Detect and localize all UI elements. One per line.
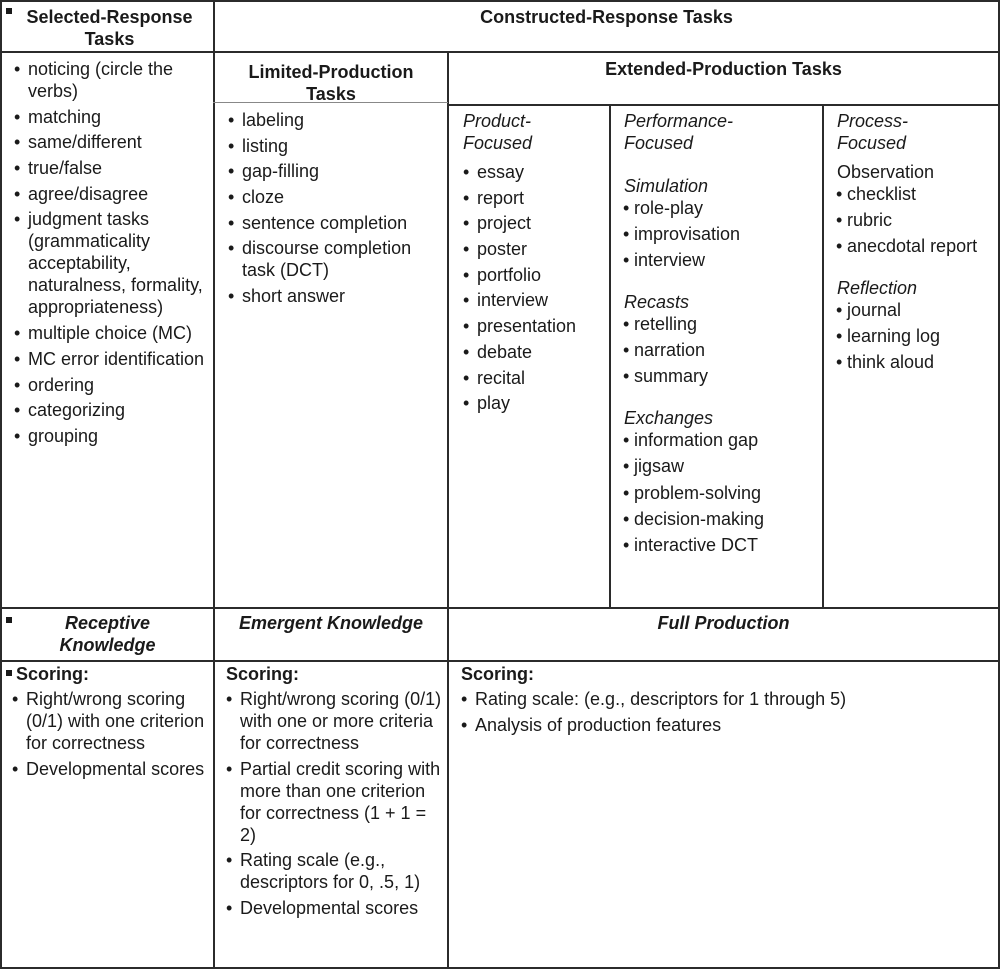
rule-scoring-top (0, 660, 1000, 662)
list-item: • checklist (836, 183, 997, 205)
list-item: • labeling (228, 109, 443, 131)
group-title: Observation (837, 162, 935, 182)
list-item: • Right/wrong scoring (0/1) with one or more criteria for correctness (226, 688, 444, 754)
list-item: • Analysis of production features (461, 714, 991, 736)
list-item: • agree/disagree (14, 183, 209, 205)
list-item: • multiple choice (MC) (14, 322, 209, 344)
process-groups (837, 161, 997, 373)
list-item: • grouping (14, 425, 209, 447)
list-item: • role-play (623, 197, 819, 219)
list-item: • poster (463, 238, 607, 260)
emergent-scoring-label: Scoring: (226, 664, 300, 684)
group-title: Recasts (624, 292, 690, 313)
list-item: • same/different (14, 131, 209, 153)
emergent-scoring-cell (226, 663, 444, 923)
full-scoring-label: Scoring: (461, 664, 535, 684)
selected-response-list (14, 58, 209, 447)
list-item: • Right/wrong scoring (0/1) with one criterion for correctness (12, 688, 213, 754)
constructed-response-header-cell (215, 2, 998, 51)
emergent-scoring-list (226, 688, 444, 919)
list-item: • report (463, 187, 607, 209)
list-item: • Developmental scores (12, 758, 213, 780)
list-item: • Partial credit scoring with more than one criterion for correctness (1 + 1 = 2) (226, 758, 444, 846)
group-title: Exchanges (624, 408, 714, 429)
receptive-scoring-list (2, 688, 213, 780)
limited-production-header: Limited-Production Tasks (248, 62, 414, 104)
rule-col3 (609, 104, 611, 608)
performance-focused-title: Performance-Focused (624, 111, 734, 153)
list-item: • interview (463, 289, 607, 311)
list-item: • project (463, 212, 607, 234)
list-item: • presentation (463, 315, 607, 337)
list-item: • ordering (14, 374, 209, 396)
group-list (836, 183, 997, 257)
list-item: • Rating scale: (e.g., descriptors for 1 through 5) (461, 688, 991, 710)
list-item: • jigsaw (623, 455, 819, 477)
receptive-scoring-label: Scoring: (16, 664, 90, 684)
emergent-knowledge-cell (215, 609, 447, 660)
rule-col2 (447, 51, 449, 969)
list-item: • Rating scale (e.g., descriptors for 0, .5, 1) (226, 849, 444, 893)
selected-response-header-cell (2, 2, 213, 51)
list-item: • portfolio (463, 264, 607, 286)
group-list (623, 313, 819, 387)
square-bullet-icon (6, 670, 12, 676)
rule-extended-sub (448, 104, 1000, 106)
limited-production-list (228, 109, 443, 307)
group-title: Reflection (837, 278, 918, 299)
receptive-scoring-cell (2, 663, 213, 783)
product-focused-list (463, 161, 607, 414)
list-item: • debate (463, 341, 607, 363)
receptive-knowledge-label: Receptive Knowledge (59, 613, 156, 655)
rule-col1-header (0, 51, 213, 53)
group-list (836, 299, 997, 373)
list-item: • interview (623, 249, 819, 271)
list-item: • decision-making (623, 508, 819, 530)
performance-groups (624, 175, 819, 556)
square-bullet-icon (6, 617, 12, 623)
list-item: • interactive DCT (623, 534, 819, 556)
square-bullet-icon (6, 8, 12, 14)
list-item: • anecdotal report (836, 235, 997, 257)
list-item: • gap-filling (228, 160, 443, 182)
extended-production-header-cell (449, 53, 998, 104)
list-item: • MC error identification (14, 348, 209, 370)
full-scoring-list (461, 688, 991, 736)
list-item: • think aloud (836, 351, 997, 373)
extended-production-header: Extended-Production Tasks (605, 59, 842, 79)
list-item: • information gap (623, 429, 819, 451)
product-focused-cell (463, 110, 607, 418)
list-item: • noticing (circle the verbs) (14, 58, 209, 102)
list-item: • recital (463, 367, 607, 389)
list-item: • sentence completion (228, 212, 443, 234)
group-list (623, 429, 819, 555)
list-item: • improvisation (623, 223, 819, 245)
list-item: • essay (463, 161, 607, 183)
list-item: • rubric (836, 209, 997, 231)
process-focused-cell (837, 110, 997, 393)
border-left (0, 0, 2, 969)
list-item: • listing (228, 135, 443, 157)
limited-production-header-cell (215, 53, 447, 103)
constructed-response-header: Constructed-Response Tasks (480, 7, 733, 27)
list-item: • discourse completion task (DCT) (228, 237, 443, 281)
rule-col4 (822, 104, 824, 608)
full-production-label: Full Production (657, 613, 790, 633)
list-item: • short answer (228, 285, 443, 307)
rule-col1 (213, 0, 215, 969)
product-focused-title: Product-Focused (463, 111, 533, 153)
process-focused-title: Process-Focused (837, 111, 909, 153)
list-item: • retelling (623, 313, 819, 335)
selected-response-header: Selected-Response Tasks (26, 7, 193, 49)
full-scoring-cell (461, 663, 991, 739)
full-production-cell (449, 609, 998, 660)
list-item: • cloze (228, 186, 443, 208)
list-item: • categorizing (14, 399, 209, 421)
group-title: Simulation (624, 176, 709, 196)
list-item: • journal (836, 299, 997, 321)
emergent-knowledge-label: Emergent Knowledge (238, 613, 424, 633)
receptive-knowledge-cell (2, 609, 213, 660)
list-item: • narration (623, 339, 819, 361)
list-item: • play (463, 392, 607, 414)
list-item: • true/false (14, 157, 209, 179)
list-item: • problem-solving (623, 482, 819, 504)
list-item: • learning log (836, 325, 997, 347)
list-item: • judgment tasks (grammaticality acceptability, naturalness, formality, appropriateness) (14, 208, 209, 318)
performance-focused-cell (624, 110, 819, 576)
list-item: • Developmental scores (226, 897, 444, 919)
group-list (623, 197, 819, 271)
list-item: • matching (14, 106, 209, 128)
selected-response-cell (14, 58, 209, 451)
limited-production-cell (228, 109, 443, 311)
list-item: • summary (623, 365, 819, 387)
